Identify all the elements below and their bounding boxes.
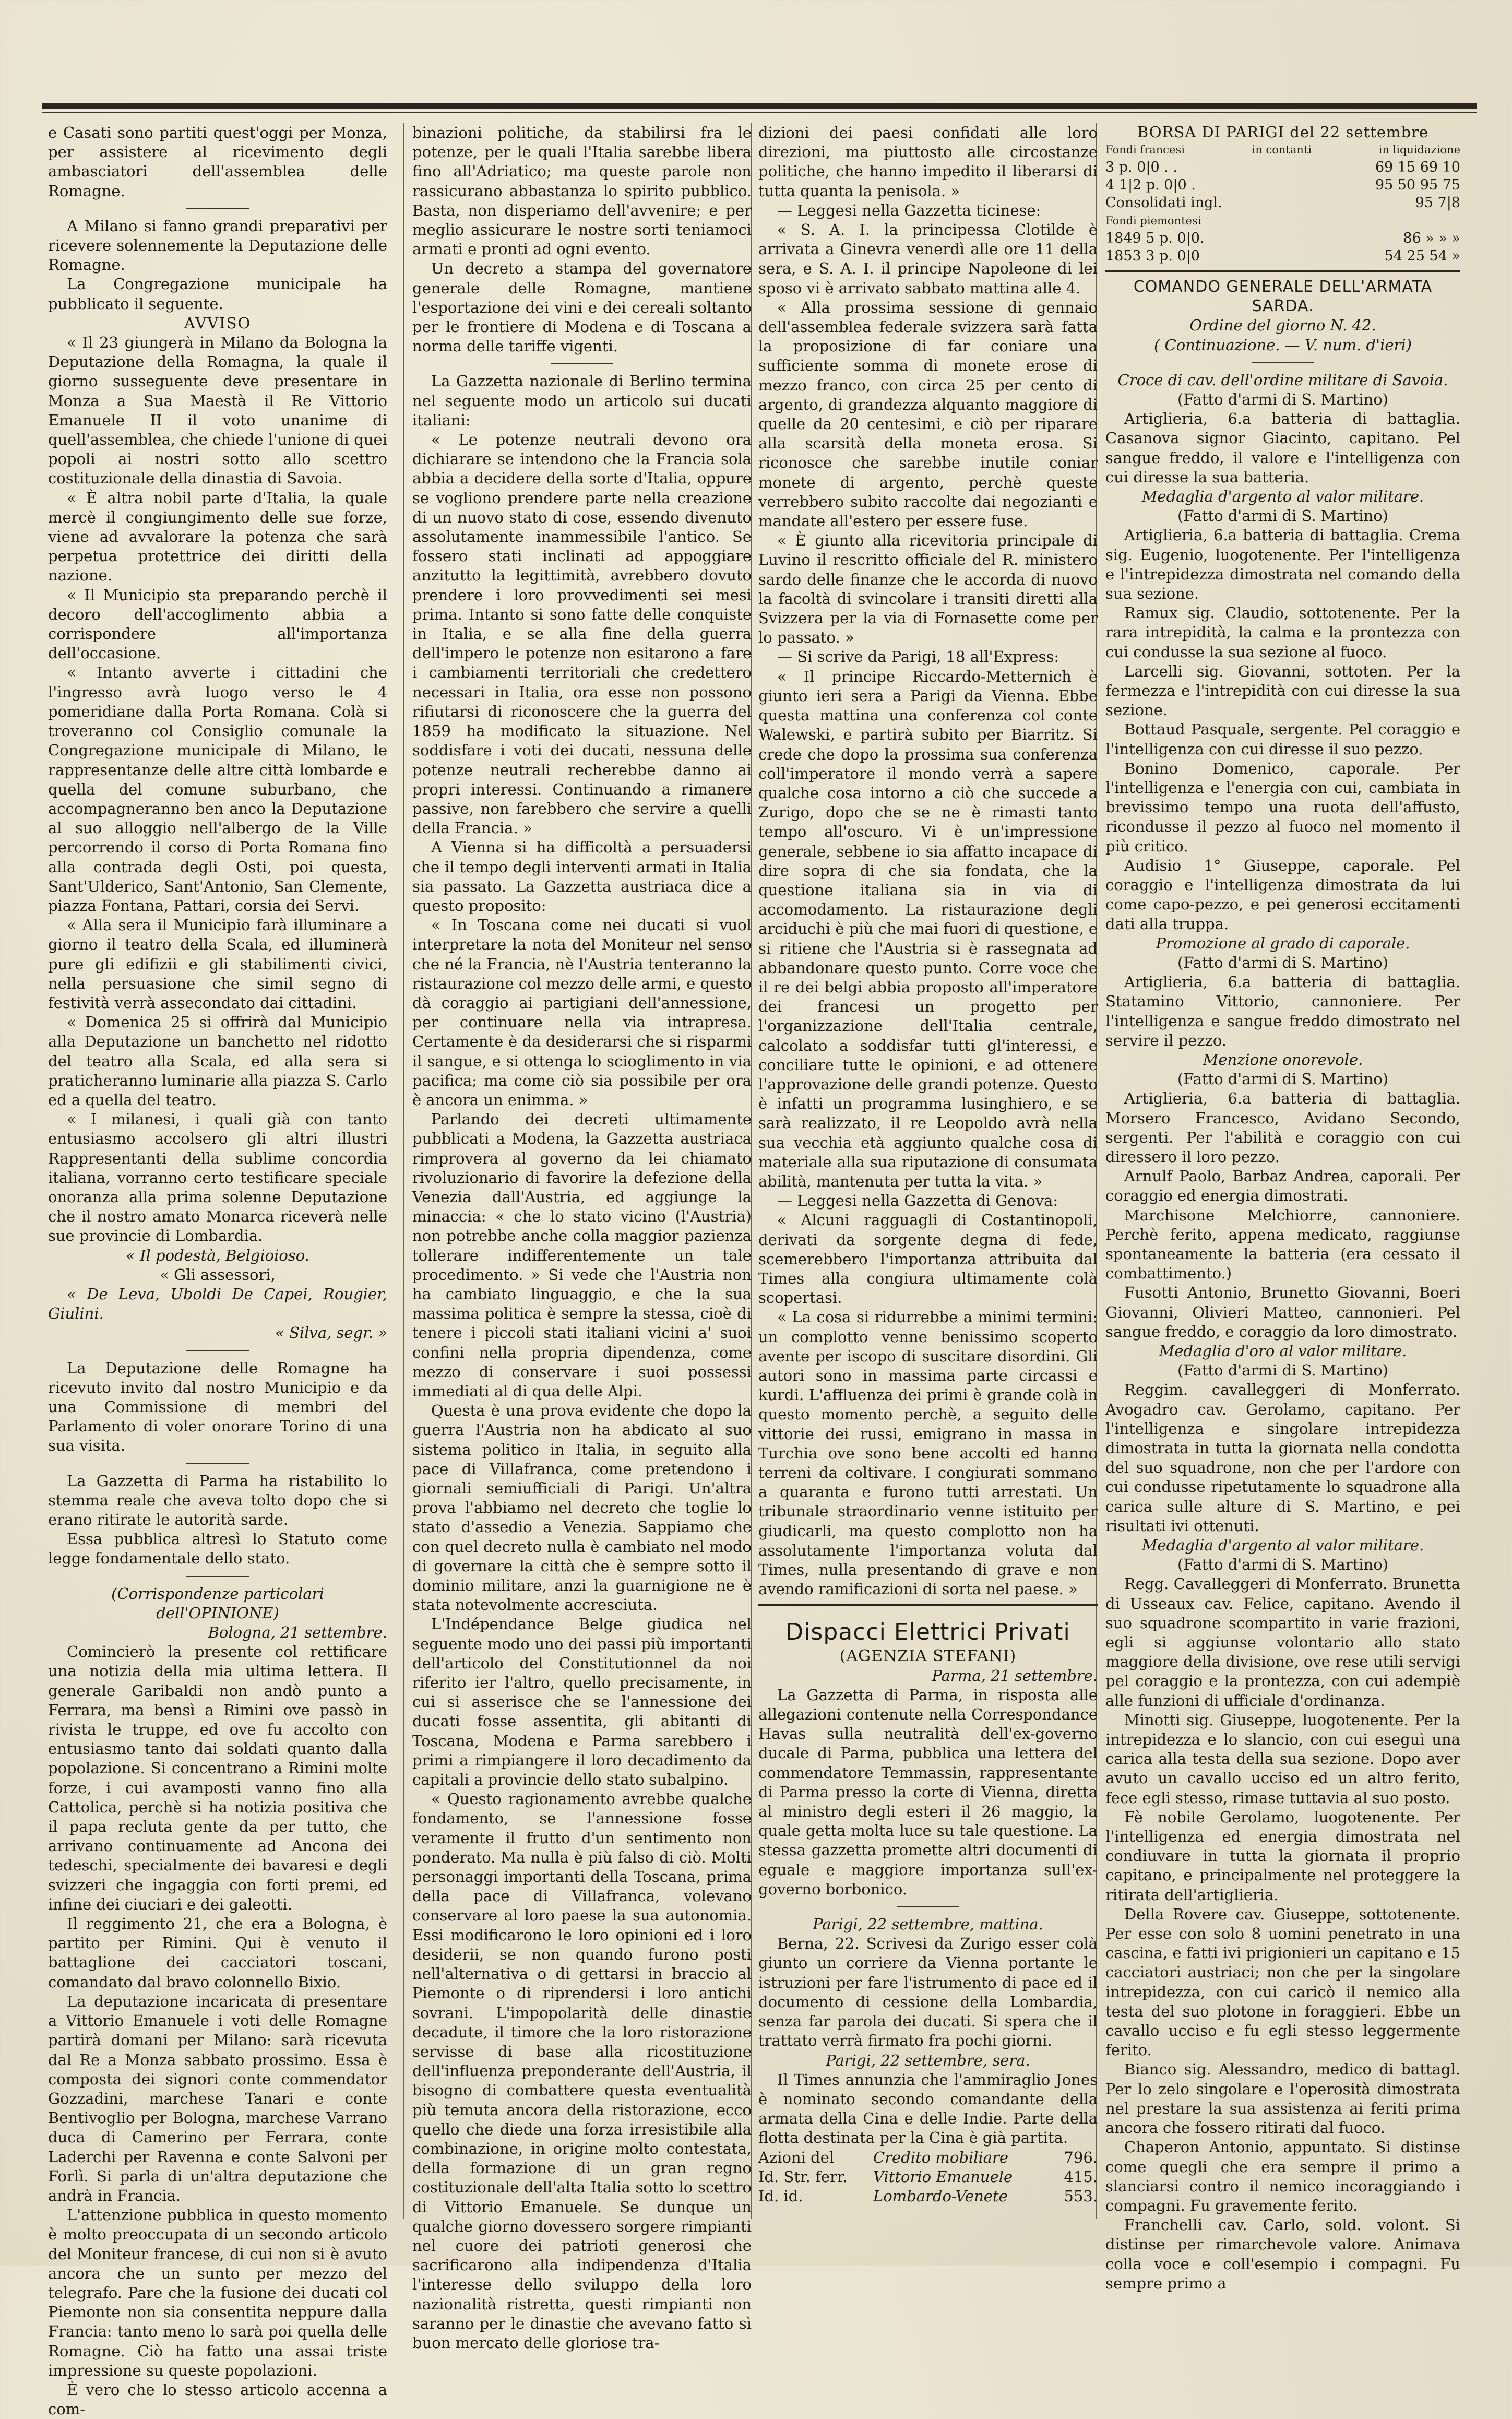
bourse-values: 95 7|8 (1415, 195, 1460, 211)
column-1 (48, 123, 388, 2418)
bourse-row (1105, 159, 1460, 176)
battle-note: (Fatto d'armi di S. Martino) (1177, 953, 1388, 971)
paragraph: Arnulf Paolo, Barbaz Andrea, caporali. Per coraggio ed energia dimostrati. (1105, 1167, 1460, 1205)
bourse-row (1105, 247, 1460, 265)
continuation-note: ( Continuazione. — V. num. d'ieri) (1154, 336, 1412, 354)
paragraph: Audisio 1° Giuseppe, caporale. Pel coraggio e l'intelligenza dimostrata da lui come capo-pezzo, e pei generosi eccitamenti dati alla truppa. (1105, 856, 1460, 933)
paragraph: Un decreto a stampa del governatore generale delle Romagne, mantiene l'esportazione dei vini e dei cereali soltanto per le frontiere di Modena e di Toscana a norma delle tariffe vigenti. (412, 259, 752, 355)
paragraph: Artiglieria, 6.a batteria di battaglia. Statamino Vittorio, cannoniere. Per l'intelligenza e sangue freddo dimostrato nel servire il pezzo. (1105, 973, 1460, 1049)
paragraph: Bonino Domenico, caporale. Per l'intelligenza e l'energia con cui, cambiata in brevissimo tempo una ruota dell'affusto, ricondusse il pezzo al fuoco nel momento il più critico. (1105, 759, 1460, 855)
paragraph: Essa pubblica altresì lo Statuto come legge fondamentale dello stato. (48, 1530, 387, 1568)
bourse-fund: Consolidati ingl. (1105, 195, 1222, 211)
paragraph: Chaperon Antonio, appuntato. Si distinse come quegli che era sempre il primo a slanciarsi contro il nemico incoraggiando i compagni. Fu gravemente ferito. (1105, 2138, 1460, 2214)
stock-label: Azioni del (758, 2148, 835, 2166)
paragraph: Regg. Cavalleggeri di Monferrato. Brunetta di Usseaux cav. Felice, capitano. Avendo il suo squadrone scompartito in varie frazioni, egli si aggiunse volontario allo stato maggiore della divisione, ove rese utili servigi pel coraggio e la prontezza, con cui adempiè alle funzioni di ufficiale d'ordinanza. (1105, 1575, 1460, 1710)
bourse-row (1105, 230, 1460, 247)
column-4 (1105, 123, 1460, 2292)
bourse-title: BORSA DI PARIGI del 22 settembre (1137, 123, 1429, 141)
paragraph: È vero che lo stesso articolo accenna a com- (48, 2380, 387, 2418)
award-heading: Menzione onorevole. (1203, 1050, 1363, 1069)
paragraph: « Alla prossima sessione di gennaio dell'assemblea federale svizzera sarà fatta la proposizione di far coniare una sufficiente somma di monete erose di mezzo franco, con circa 25 per cento di argento, di grandezza alquanto maggiore di quelle da 20 centesimi, e ciò per riparare alla scarsità della moneta erosa. Si riconosce che sarebbe inutile coniar monete di argento, perchè queste verrebbero subito raccolte dai negozianti e mandate all'estero per essere fuse. (758, 298, 1098, 530)
bourse-values: 95 50 95 75 (1375, 177, 1460, 193)
separator (186, 1350, 249, 1351)
column-2 (412, 123, 752, 2352)
award-heading: Medaglia d'oro al valor militare. (1159, 1342, 1407, 1360)
paragraph: « È giunto alla ricevitoria principale di Luvino il rescritto officiale del R. ministero sardo delle finanze che le accorda di nuovo la facoltà di svincolare i transiti diretti alla Svizzera per la via di Fornasette come per lo passato. » (758, 531, 1098, 647)
correspondence-heading: (Corrispondenze particolari dell'OPINIONE) (111, 1584, 324, 1622)
paragraph: Bianco sig. Alessandro, medico di battagl. Per lo zelo singolare e l'operosità dimostrata nel prestare la sua assistenza ai feriti prima ancora che fossero ritirati dal fuoco. (1105, 2060, 1460, 2137)
avviso-heading: AVVISO (184, 314, 252, 332)
paragraph: Il reggimento 21, che era a Bologna, è partito per Rimini. Qui è venuto il battaglione dei cacciatori toscani, comandato dal bravo colonnello Bixio. (48, 1915, 387, 1991)
paragraph: « Alcuni ragguagli di Costantinopoli, derivati da sorgente degna di fede, scemerebbero l'importanza attribuita dal Times alla congiura ultimamente colà scopertasi. (758, 1211, 1098, 1307)
paragraph: La Gazzetta di Parma, in risposta alle allegazioni contenute nella Correspondance Havas sulla neutralità dell'ex-governo ducale di Parma, pubblica una lettera del commendatore Temmassin, rappresentante di Parma presso la corte di Vienna, diretta al ministro degli esteri il 26 maggio, la quale getta molta luce su tale questione. La stessa gazzetta promette altri documenti di eguale e maggiore importanza sull'ex-governo borbonico. (758, 1686, 1098, 1898)
paragraph: Minotti sig. Giuseppe, luogotenente. Per la intrepidezza e lo slancio, con cui eseguì una carica alla testa della sua sezione. Dopo aver avuto un cavallo ucciso ed un altro ferito, fece egli stesso, rimase tuttavia al suo posto. (1105, 1711, 1460, 1807)
paragraph: Della Rovere cav. Giuseppe, sottotenente. Per esse con solo 8 uomini penetrato in una cascina, e fatti ivi prigionieri un capitano e 15 cacciatori austriaci; non che per la singolare intrepidezza, con cui caricò il nemico alla testa del suo plotone in foraggieri. Ebbe un cavallo ucciso e fu egli stesso leggermente ferito. (1105, 1905, 1460, 2059)
paragraph: « Alla sera il Municipio farà illuminare a giorno il teatro della Scala, ed illuminerà pure gli edifizii e gli stabilimenti civici, nella persuasione che simil segno di festività verrà assecondato dai cittadini. (48, 916, 387, 1012)
stock-row (758, 2187, 1098, 2206)
bourse-col-label: in liquidazione (1378, 144, 1460, 156)
paragraph: Il Times annunzia che l'ammiraglio Jones è nominato secondo comandante della armata della Cina e delle Indie. Parte della flotta destinata per la Cina è già partita. (758, 2070, 1098, 2147)
stock-row (758, 2148, 1098, 2167)
paragraph: « Il principe Riccardo-Metternich è giunto ieri sera a Parigi da Vienna. Ebbe questa mattina una conferenza col conte Walewski, e partirà subito per Biarritz. Si crede che dopo la prossima sua conferenza coll'imperatore il mondo verrà a sapere qualche cosa intorno a ciò che succede a Zurigo, dopo che se ne è rimasti tanto tempo all'oscuro. Vi è un'impressione generale, sebbene io sia affatto incapace di dire sopra di che sia fondata, che la questione italiana sia in via di accomodamento. La ristaurazione degli arciduchi è più che mai fuori di questione, e si ritiene che l'Austria si è rassegnata ad abbandonare questo punto. Corre voce che il re dei belgi abbia proposto all'imperatore dei francesi un progetto per l'organizzazione dell'Italia centrale, calcolato a soddisfar tutti gl'interessi, e conciliare tutte le opinioni, e ad ottenere l'approvazione delle grandi potenze. Questo è infatti un programma lusinghiero, e se sarà realizzato, il re Leopoldo avrà nella sua vecchia età aggiunto qualche cosa di materiale alla sua riputazione di consumata abilità, mantenuta per tutta la vita. » (758, 667, 1098, 1190)
paragraph: A Milano si fanno grandi preparativi per ricevere solennemente la Deputazione delle Romagne. (48, 217, 387, 274)
dateline: Parigi, 22 settembre, sera. (826, 2051, 1030, 2069)
award-heading: Medaglia d'argento al valor militare. (1141, 488, 1424, 506)
award-heading: Medaglia d'argento al valor militare. (1141, 1536, 1424, 1554)
separator (1252, 362, 1314, 363)
paragraph: « In Toscana come nei ducati si vuol interpretare la nota del Moniteur nel senso che né la Francia, nè l'Austria tenteranno la ristaurazione col mezzo delle armi, e questo dà coraggio ai partigiani dell'annessione, per continuare nella via intrapresa. Certamente è da desiderarsi che si risparmi il sangue, e si ottenga lo scioglimento in via pacifica; ma come ciò sia possibile per ora è ancora un enimma. » (412, 916, 752, 1109)
separator (186, 1463, 249, 1464)
paragraph: Artiglieria, 6.a batteria di battaglia. Casanova signor Giacinto, capitano. Pel sangue freddo, il valore e l'intelligenza con cui diresse la sua batteria. (1105, 410, 1460, 486)
paragraph: La Congregazione municipale ha pubblicato il seguente. (48, 275, 387, 313)
stock-name: Credito mobiliare (873, 2148, 1009, 2166)
paragraph: e Casati sono partiti quest'oggi per Monza, per assistere al ricevimento degli ambasciatori dell'assemblea delle Romagne. (48, 124, 387, 200)
paragraph: « È altra nobil parte d'Italia, la quale mercè il congiungimento delle sue forze, viene ad avvalorare la potenza che sarà perpetua protettrice dei diritti della nazione. (48, 489, 387, 585)
paragraph: Comincierò la presente col rettificare una notizia della mia ultima lettera. Il generale Garibaldi non andò punto a Ferrara, ma bensì a Rimini ove passò in rivista le truppe, ed ove fu accolto con entusiasmo tanto dai soldati quanto dalla popolazione. Si concentrano a Rimini molte forze, i cui avamposti vanno fino alla Cattolica, perchè si ha notizia positiva che il papa recluta gente da per tutto, che arrivano continuamente ad Ancona dei tedeschi, specialmente dei bavaresi e degli svizzeri che ingaggia con forti premi, ed infine dei ciuciari e dei galeotti. (48, 1643, 387, 1913)
bourse-fund: 4 1|2 p. 0|0 . (1105, 177, 1196, 193)
dateline: Parma, 21 settembre. (932, 1666, 1098, 1685)
award-heading: Promozione al grado di caporale. (1156, 934, 1410, 952)
paragraph: « La cosa si ridurrebbe a minimi termini: un complotto venne benissimo scoperto avente per iscopo di suscitare disordini. Gli autori sono in massima parte circassi e kurdi. L'affluenza dei primi è grande colà in questo momento perchè, a seguito delle vittorie dei russi, emigrano in massa in Turchia ove sono bene accolti ed hanno terreni da coltivare. I congiurati sommano a quaranta e furono tutti arrestati. Un tribunale straordinario venne istituito per giudicarli, ma questo complotto non ha assolutamente l'importanza voluta dal Times, nulla presentando di grave e non avendo ramificazioni di sorta nel paese. » (758, 1308, 1098, 1598)
paragraph: Parlando dei decreti ultimamente pubblicati a Modena, la Gazzetta austriaca rimprovera al governo da lei chiamato rivoluzionario di favorire la defezione della Venezia dall'Austria, ed aggiunge la minaccia: « che lo stato vicino (l'Austria) non potrebbe anche colla maggior pazienza tollerare indifferentemente un tale procedimento. » Si vede che l'Austria non ha cambiato linguaggio, e che la sua massima politica è sempre la stessa, cioè di tenere i piccoli stati italiani vicini a' suoi confini nella propria dipendenza, come mezzo di conservare i suoi possessi immediati al di qua delle Alpi. (412, 1110, 752, 1400)
dateline: Bologna, 21 settembre. (208, 1623, 387, 1642)
paragraph: dizioni dei paesi confidati alle loro direzioni, ma piuttosto alle circostanze politiche, che hanno impedito il liberarsi di tutta quanta la penisola. » (758, 124, 1098, 200)
bourse-col-label: in contanti (1252, 144, 1312, 156)
stock-label: Id. id. (758, 2187, 803, 2205)
paragraph: Bottaud Pasquale, sergente. Pel coraggio e l'intelligenza con cui diresse il suo pezzo. (1105, 720, 1460, 758)
battle-note: (Fatto d'armi di S. Martino) (1177, 507, 1388, 525)
battle-note: (Fatto d'armi di S. Martino) (1177, 1556, 1388, 1574)
stock-value: 553. (1064, 2187, 1098, 2205)
stock-name: Vittorio Emanuele (873, 2167, 1013, 2186)
paragraph: Franchelli cav. Carlo, sold. volont. Si distinse per rimarchevole valore. Animava colla voce e coll'esempio i compagni. Fu sempre primo a (1105, 2216, 1460, 2292)
signature: « Gli assessori, (160, 1265, 276, 1284)
bourse-values: 54 25 54 » (1384, 248, 1460, 264)
bourse-box (1105, 123, 1460, 265)
dispatches-title: Dispacci Elettrici Privati (785, 1619, 1070, 1646)
bourse-row (1105, 194, 1460, 212)
bourse-values: 86 » » » (1403, 230, 1460, 246)
paragraph: La Deputazione delle Romagne ha ricevuto invito dal nostro Municipio e da una Commissione di membri del Parlamento di voler onorare Torino di una sua visita. (48, 1359, 387, 1455)
paragraph: Fè nobile Gerolamo, luogotenente. Per l'intelligenza ed energia dimostrata nel condiuvare in tutta la giornata il proprio capitano, e principalmente nel proteggere la ritirata dell'artiglieria. (1105, 1808, 1460, 1904)
paragraph: La Gazzetta di Parma ha ristabilito lo stemma reale che aveva tolto dopo che si erano ritirate le autorità sarde. (48, 1472, 387, 1529)
bourse-fund: 1853 3 p. 0|0 (1105, 248, 1200, 264)
separator (186, 1576, 249, 1577)
masthead-rule-thin (42, 112, 1477, 113)
paragraph: binazioni politiche, da stabilirsi fra le potenze, per le quali l'Italia sarebbe libera fino all'Adriatico; ma queste parole non rassicurano abbastanza lo spirito pubblico. Basta, non disperiamo dell'avvenire; e per meglio assicurare le nostre sorti teniamoci armati e pronti ad ogni evento. (412, 124, 752, 258)
bourse-values: 69 15 69 10 (1375, 159, 1460, 175)
paragraph: — Si scrive da Parigi, 18 all'Express: (777, 648, 1059, 666)
column-3 (758, 123, 1098, 2234)
paragraph: Berna, 22. Scrivesi da Zurigo esser colà giunto un corriere da Vienna portante le istruzioni per fare l'istrumento di pace ed il documento di cessione della Lombardia, senza far parola dei ducati. Si spera che il trattato verrà firmato fra pochi giorni. (758, 1935, 1098, 2050)
award-heading: Croce di cav. dell'ordine militare di Savoia. (1117, 371, 1448, 389)
command-title: COMANDO GENERALE DELL'ARMATA SARDA. (1133, 278, 1433, 316)
paragraph: Reggim. cavalleggeri di Monferrato. Avogadro cav. Gerolamo, capitano. Per l'intelligenza e singolare intrepidezza dimostrata in tutta la giornata nella condotta del suo squadrone, non che per l'ardore con cui condusse ripetutamente lo squadrone alla carica sulle alture di S. Martino, e pei risultati ivi ottenuti. (1105, 1381, 1460, 1535)
paragraph: Fusotti Antonio, Brunetto Giovanni, Boeri Giovanni, Olivieri Matteo, cannonieri. Pel sangue freddo, e coraggio da loro dimostrato. (1105, 1284, 1460, 1341)
signature: « De Leva, Uboldi De Capei, Rougier, Giulini. (48, 1285, 387, 1323)
signature: « Il podestà, Belgioioso. (126, 1246, 309, 1264)
dateline: Parigi, 22 settembre, mattina. (813, 1915, 1043, 1934)
separator (551, 363, 613, 364)
paragraph: Artiglieria, 6.a batteria di battaglia. Crema sig. Eugenio, luogotenente. Per l'intelligenza e l'intrepidezza dimostrata nel comando della sua sezione. (1105, 526, 1460, 603)
paragraph: « Il 23 giungerà in Milano da Bologna la Deputazione della Romagna, la quale il giorno susseguente deve presentare in Monza a Sua Maestà il Re Vittorio Emanuele II il voto unanime di quell'assemblea, che chiede l'unione di quei popoli ai nostri sotto allo scettro costituzionale della dinastia di Savoia. (48, 334, 387, 488)
battle-note: (Fatto d'armi di S. Martino) (1177, 1070, 1388, 1088)
paragraph: Ramux sig. Claudio, sottotenente. Per la rara intrepidità, la calma e la prontezza con cui condusse la sua sezione al fuoco. (1105, 604, 1460, 661)
paragraph: Artiglieria, 6.a batteria di battaglia. Morsero Francesco, Avidano Secondo, sergenti. Per l'abilità e coraggio con cui diressero il loro pezzo. (1105, 1089, 1460, 1166)
column-divider (403, 123, 404, 2219)
paragraph: A Vienna si ha difficoltà a persuadersi che il tempo degli interventi armati in Italia sia passato. La Gazzetta austriaca dice a questo proposito: (412, 838, 752, 915)
bourse-col-label: Fondi piemontesi (1105, 215, 1201, 227)
stock-value: 796. (1064, 2148, 1098, 2166)
paragraph: L'attenzione pubblica in questo momento è molto preoccupata di un secondo articolo del Moniteur francese, di cui non si è avuto ancora che un sunto per mezzo del telegrafo. Pare che la fusione dei ducati col Piemonte non sia consentita neppure dalla Francia: tanto meno lo sarà poi quella delle Romagne. Ciò ha fatto una assai triste impressione su queste popolazioni. (48, 2206, 387, 2379)
paragraph: « Intanto avverte i cittadini che l'ingresso avrà luogo verso le 4 pomeridiane dalla Porta Romana. Colà si troveranno col Consiglio comunale la Congregazione municipale di Milano, le rappresentanze delle altre città lombarde e quella del comune suburbano, che accompagneranno ben anco la Deputazione al suo alloggio nell'albergo de la Ville percorrendo il corso di Porta Romana fino alla contrada degli Osti, poi questa, Sant'Ulderico, Sant'Antonio, San Clemente, piazza Fontana, Pattari, corsia dei Servi. (48, 663, 387, 915)
stock-label: Id. Str. ferr. (758, 2167, 848, 2186)
stock-value: 415. (1064, 2167, 1098, 2186)
bourse-fund: 1849 5 p. 0|0. (1105, 230, 1205, 246)
stock-row (758, 2167, 1098, 2187)
paragraph: « Questo ragionamento avrebbe qualche fondamento, se l'annessione fosse veramente il frutto d'un sentimento non ponderato. Ma nulla è più falso di ciò. Molti personaggi importanti della Toscana, prima della pace di Villafranca, volevano conservare al loro paese la sua autonomia. Essi modificarono le loro opinioni ed i loro desiderii, se non quando furono posti nell'alternativa o di gettarsi in braccio al Piemonte o di riprendersi i loro antichi sovrani. L'impopolarità delle dinastie decadute, il timore che la loro ristorazione servisse di base alla ricostituzione dell'influenza preponderante dell'Austria, il bisogno di combattere questa eventualità più temuta ancora della ristorazione, ecco quello che diede una forza irresistibile alla combinazione, in origine molto contestata, della formazione di un gran regno costituzionale dell'alta Italia sotto lo scettro di Vittorio Emanuele. Se dunque un qualche giorno dovessero sorgere rimpianti nel cuore dei patrioti generosi che sacrificarono alla indipendenza d'Italia l'interesse dello sviluppo della loro nazionalità ristretta, questi rimpianti non saranno per le dinastie che avevano fatto sì buon mercato delle gloriose tra- (412, 1790, 752, 2352)
paragraph: « Domenica 25 si offrirà dal Municipio alla Deputazione un banchetto nel ridotto del teatro alla Scala, ed alla sera si praticheranno luminarie alla piazza S. Carlo ed a quella del teatro. (48, 1013, 388, 1109)
bourse-header-row (1105, 141, 1460, 159)
paragraph: Questa è una prova evidente che dopo la guerra l'Austria non ha abdicato al suo sistema politico in Italia, in seguito alla pace di Villafranca, come pretendono i giornali semiufficiali di Parigi. Un'altra prova l'abbiamo nel decreto che toglie lo stato d'assedio a Venezia. Sappiamo che con quel decreto nulla è cambiato nel modo di governare la città che è sempre sotto il dominio militare, anzi la guarnigione ne è stata notevolmente accresciuta. (412, 1402, 752, 1614)
bourse-fund: 3 p. 0|0 . . (1105, 159, 1177, 175)
order-number: Ordine del giorno N. 42. (1189, 316, 1376, 335)
paragraph: La deputazione incaricata di presentare a Vittorio Emanuele i voti delle Romagne partirà domani per Milano: sarà ricevuta dal Re a Monza sabbato prossimo. Essa è composta dei signori conte commendator Gozzadini, marchese Tanari e conte Bentivoglio per Bologna, marchese Varrano duca di Camerino per Ferrara, conte Laderchi per Ravenna e conte Salvoni per Forlì. Si parla di un'altra deputazione che andrà in Francia. (48, 1992, 387, 2204)
separator (186, 208, 249, 209)
stock-name: Lombardo-Venete (873, 2187, 1008, 2205)
section-rule (758, 1604, 1098, 1606)
battle-note: (Fatto d'armi di S. Martino) (1177, 390, 1388, 409)
battle-note: (Fatto d'armi di S. Martino) (1177, 1361, 1388, 1380)
paragraph: — Leggesi nella Gazzetta ticinese: (777, 201, 1041, 219)
paragraph: « Le potenze neutrali devono ora dichiarare se intendono che la Francia sola abbia a decidere della sorte d'Italia, oppure se vogliono prendere parte nella creazione di un nuovo stato di cose, essendo divenuto assolutamente inammessibile l'antico. Se fossero stati inclinati ad appoggiare anzitutto la legittimità, avrebbero dovuto prendere i loro provvedimenti sei mesi prima. Intanto si sono fatte delle conquiste in Italia, e se alla fine della guerra dell'impero le potenze non esitarono a fare i cambiamenti territoriali che credettero necessari in Italia, ora esse non possono rifiutarsi di riconoscere che la guerra del 1859 ha modificato la situazione. Nel soddisfare i voti dei ducati, nessuna delle potenze neutrali recherebbe danno ai propri interessi. Continuando a rimanere passive, non farebbero che servire a quelli della Francia. » (412, 431, 752, 837)
paragraph: Marchisone Melchiorre, cannoniere. Perchè ferito, appena medicato, raggiunse spontaneamente la batteria (era cessato il combattimento.) (1105, 1206, 1460, 1283)
bourse-col-label: Fondi francesi (1105, 144, 1185, 156)
signature: « Silva, segr. » (275, 1324, 387, 1342)
paragraph: — Leggesi nella Gazzetta di Genova: (777, 1192, 1058, 1210)
masthead-rule (42, 103, 1477, 109)
dispatches-subtitle: (AGENZIA STEFANI) (839, 1647, 1017, 1666)
paragraph: « Il Municipio sta preparando perchè il decoro dell'accoglimento abbia a corrispondere all'importanza dell'occasione. (48, 586, 387, 662)
paragraph: « I milanesi, i quali già con tanto entusiasmo accolsero gli altri illustri Rappresentanti della sublime concordia italiana, vorranno certo testificare speciale onoranza alla prima solenne Deputazione che il nostro amato Monarca riceverà nelle sue provincie di Lombardia. (48, 1110, 387, 1245)
paragraph: « S. A. I. la principessa Clotilde è arrivata a Ginevra venerdì alle ore 11 della sera, e S. A. I. il principe Napoleone di lei sposo vi è arrivato sabbato mattina alle 4. (758, 221, 1098, 297)
separator (897, 1906, 959, 1907)
paragraph: L'Indépendance Belge giudica nel seguente modo uno dei passi più importanti dell'articolo del Constitutionnel da noi riferito ier l'altro, quello precisamente, in cui si asserisce che se l'annessione dei ducati fosse assentita, gli abitanti di Toscana, Modena e Parma sarebbero i primi a rimpiangere il loro decadimento da capitali a provincie dello stato subalpino. (412, 1615, 752, 1789)
paragraph: La Gazzetta nazionale di Berlino termina nel seguente modo un articolo sui ducati italiani: (412, 372, 752, 429)
section-rule (1105, 270, 1460, 272)
bourse-row (1105, 176, 1460, 194)
bourse-header-row (1105, 212, 1460, 230)
paragraph: Larcelli sig. Giovanni, sottoten. Per la fermezza e l'intrepidità con cui diresse la sua sezione. (1105, 662, 1460, 719)
